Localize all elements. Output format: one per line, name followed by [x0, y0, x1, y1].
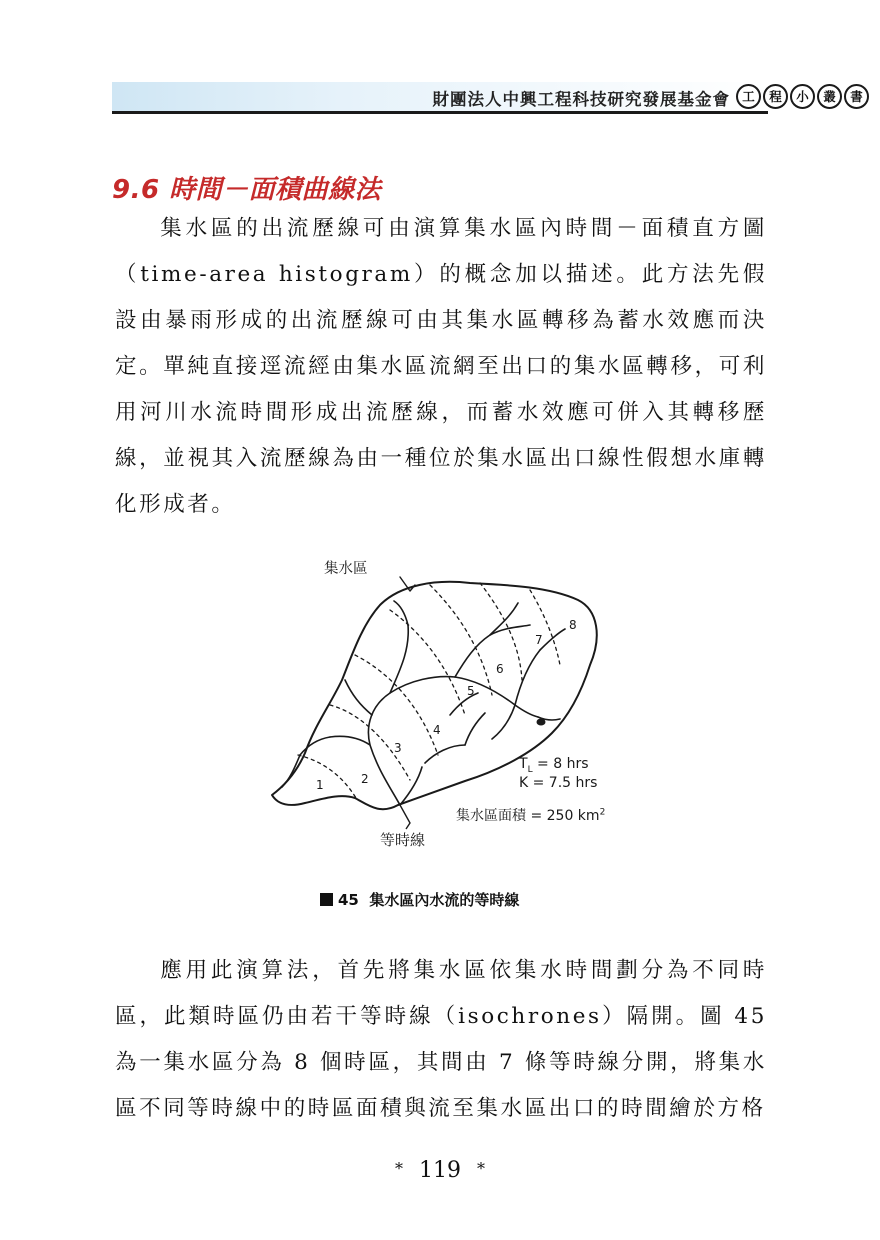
caption-text: 集水區內水流的等時線 [369, 891, 520, 909]
area-exponent: 2 [599, 807, 606, 818]
zone-number: 4 [433, 723, 441, 737]
tl-value: = 8 hrs [532, 756, 589, 772]
footer-star-icon: * [395, 1159, 403, 1178]
section-heading [112, 169, 381, 206]
series-char: 程 [763, 84, 788, 109]
zone-number: 1 [316, 778, 324, 792]
zone-number: 6 [496, 662, 504, 676]
isochrone-label: 等時線 [380, 831, 426, 849]
zone-number: 5 [467, 684, 475, 698]
header-rule [112, 111, 768, 114]
isochrone-label-leader [400, 805, 410, 829]
k-parameter: K = 7.5 hrs [519, 775, 598, 791]
watershed-label: 集水區 [324, 561, 368, 577]
watershed-figure [260, 555, 630, 860]
body-paragraph [115, 206, 767, 528]
series-char: 書 [844, 84, 869, 109]
section-number: 9.6 [112, 175, 160, 205]
tl-symbol: T [519, 756, 528, 772]
section-title: 時間－面積曲線法 [169, 175, 382, 205]
caption-number: 45 [338, 891, 359, 909]
zone-number: 2 [361, 772, 369, 786]
zone-number: 8 [569, 618, 577, 632]
page-number: 119 [419, 1158, 461, 1183]
figure-caption [320, 889, 519, 910]
paragraph-text: 集水區的出流歷線可由演算集水區內時間－面積直方圖（time-area histogram）的概念加以描述。此方法先假設由暴雨形成的出流歷線可由其集水區轉移為蓄水效應而決定。單純直接逕流經由集水區流網至出口的集水區轉移，可利用河川水流時間形成出流歷線，而蓄水效應可併入其轉移歷線，並視其入流歷線為由一種位於集水區出口線性假想水庫轉化形成者。 [115, 216, 767, 517]
tl-parameter [519, 756, 589, 775]
zone-number: 7 [535, 633, 543, 647]
area-value: = 250 km [526, 808, 600, 824]
header-org-name: 財團法人中興工程科技研究發展基金會 [432, 90, 730, 109]
zone-number: 3 [394, 741, 402, 755]
series-char: 叢 [817, 84, 842, 109]
caption-square-icon [320, 893, 333, 906]
series-char: 工 [736, 84, 761, 109]
footer-star-icon: * [477, 1159, 485, 1178]
lake-marker [537, 719, 546, 726]
paragraph-text: 應用此演算法，首先將集水區依集水時間劃分為不同時區，此類時區仍由若干等時線（isochrones）隔開。圖 45 為一集水區分為 8 個時區，其間由 7 條等時線分開，將集水區不同等時線中的時區面積與流至集水區出口的時間繪於方格 [115, 958, 767, 1121]
area-parameter [456, 805, 605, 825]
series-char: 小 [790, 84, 815, 109]
area-label: 集水區面積 [456, 808, 526, 824]
page-footer [0, 1158, 880, 1183]
body-paragraph [115, 948, 767, 1132]
series-badge [736, 84, 869, 109]
tl-subscript: L [527, 764, 533, 775]
